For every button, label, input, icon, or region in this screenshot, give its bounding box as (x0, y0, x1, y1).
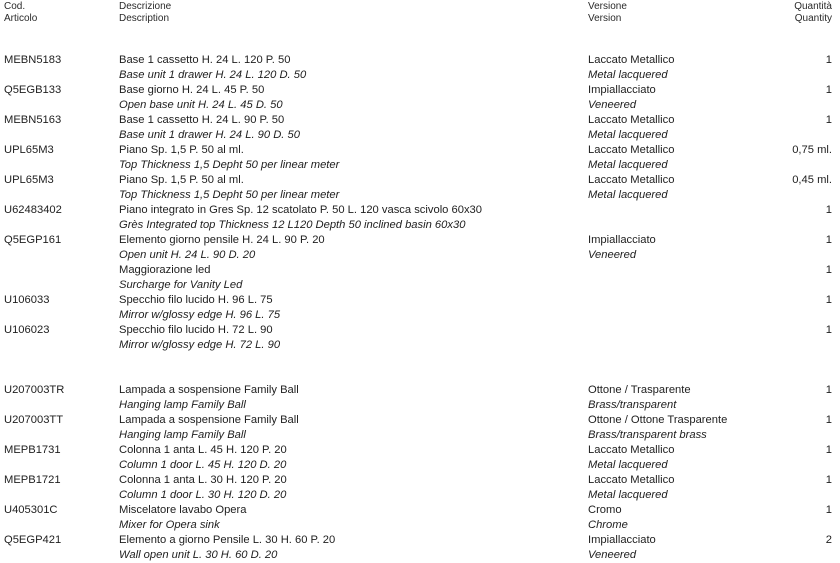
version-en: Brass/transparent (588, 399, 677, 411)
version-en: Metal lacquered (588, 69, 668, 81)
table-row (0, 503, 840, 533)
description-cell (119, 113, 300, 143)
quantity-text: 1 (825, 54, 832, 66)
quantity-cell (826, 473, 832, 488)
version-cell (588, 533, 656, 563)
quantity-text: 1 (825, 294, 832, 306)
description-cell (119, 323, 280, 353)
version-cell (588, 173, 674, 203)
article-code (4, 173, 54, 188)
version-it: Laccato Metallico (588, 144, 675, 156)
description-en: Hanging lamp Family Ball (119, 399, 246, 411)
description-en: Hanging lamp Family Ball (119, 429, 246, 441)
table-row (0, 323, 840, 353)
version-cell (588, 83, 656, 113)
version-it: Impiallacciato (588, 534, 656, 546)
quantity-cell (826, 53, 832, 68)
description-it: Piano Sp. 1,5 P. 50 al ml. (119, 174, 244, 186)
article-code (4, 533, 61, 548)
description-cell (119, 533, 335, 563)
article-code-text: U405301C (4, 504, 58, 516)
quantity-text: 1 (825, 384, 832, 396)
article-code-text: U207003TR (4, 384, 65, 396)
quantity-text: 0,45 ml. (792, 174, 832, 186)
table-row (0, 473, 840, 503)
description-en: Mirror w/glossy edge H. 96 L. 75 (119, 309, 281, 321)
article-code-text: Q5EGP421 (4, 534, 62, 546)
description-cell (119, 413, 299, 443)
table-row (0, 113, 840, 143)
table-row (0, 53, 840, 83)
version-en: Metal lacquered (588, 129, 668, 141)
article-code (4, 293, 49, 308)
description-it: Base 1 cassetto H. 24 L. 90 P. 50 (119, 114, 285, 126)
version-en: Metal lacquered (588, 489, 668, 501)
table-row (0, 143, 840, 173)
description-it: Colonna 1 anta L. 45 H. 120 P. 20 (119, 444, 287, 456)
description-en: Column 1 door L. 30 H. 120 D. 20 (119, 489, 287, 501)
quantity-cell (826, 503, 832, 518)
quantity-cell (826, 443, 832, 458)
description-it: Miscelatore lavabo Opera (119, 504, 247, 516)
version-en: Veneered (588, 549, 637, 561)
version-cell (588, 143, 674, 173)
description-en: Base unit 1 drawer H. 24 L. 90 D. 50 (119, 129, 300, 141)
description-cell (119, 203, 482, 233)
article-code (4, 383, 64, 398)
description-it: Colonna 1 anta L. 30 H. 120 P. 20 (119, 474, 287, 486)
article-code-text: U106023 (4, 324, 50, 336)
quantity-text: 1 (825, 234, 832, 246)
article-code-text: MEBN5163 (4, 114, 62, 126)
version-it: Ottone / Ottone Trasparente (588, 414, 728, 426)
version-it: Impiallacciato (588, 234, 656, 246)
description-en: Grès Integrated top Thickness 12 L120 Depth 50 inclined basin 60x30 (119, 219, 466, 231)
description-it: Elemento giorno pensile H. 24 L. 90 P. 20 (119, 234, 325, 246)
header-description-it: Descrizione (119, 1, 172, 12)
article-code-text: U207003TT (4, 414, 64, 426)
article-code-text: MEPB1721 (4, 474, 61, 486)
article-code-text: Q5EGP161 (4, 234, 62, 246)
article-code (4, 413, 63, 428)
header-description-en: Description (119, 13, 170, 24)
article-code (4, 203, 62, 218)
article-code-text: UPL65M3 (4, 144, 54, 156)
description-en: Open base unit H. 24 L. 45 D. 50 (119, 99, 283, 111)
quantity-text: 1 (825, 474, 832, 486)
description-it: Base 1 cassetto H. 24 L. 120 P. 50 (119, 54, 291, 66)
quantity-text: 1 (825, 444, 832, 456)
article-code-text: MEPB1731 (4, 444, 61, 456)
description-it: Lampada a sospensione Family Ball (119, 414, 299, 426)
version-it: Impiallacciato (588, 84, 656, 96)
description-en: Top Thickness 1,5 Depht 50 per linear meter (119, 159, 340, 171)
header-code-en: Articolo (4, 13, 38, 24)
article-code (4, 233, 61, 248)
version-en: Chrome (588, 519, 628, 531)
description-en: Open unit H. 24 L. 90 D. 20 (119, 249, 256, 261)
article-code (4, 113, 61, 128)
version-it: Ottone / Trasparente (588, 384, 691, 396)
quantity-cell (826, 233, 832, 248)
description-cell (119, 443, 287, 473)
article-code-text: Q5EGB133 (4, 84, 62, 96)
article-code (4, 53, 61, 68)
article-code (4, 443, 61, 458)
version-en: Veneered (588, 249, 637, 261)
description-it: Elemento a giorno Pensile L. 30 H. 60 P. 20 (119, 534, 336, 546)
version-cell (588, 443, 674, 473)
version-cell (588, 383, 691, 413)
version-it: Laccato Metallico (588, 114, 675, 126)
version-it: Cromo (588, 504, 622, 516)
table-row (0, 383, 840, 413)
version-en: Metal lacquered (588, 189, 668, 201)
description-cell (119, 143, 339, 173)
version-cell (588, 113, 674, 143)
table-row (0, 413, 840, 443)
description-cell (119, 383, 299, 413)
version-cell (588, 473, 674, 503)
table-row (0, 233, 840, 263)
table-row (0, 173, 840, 203)
description-cell (119, 173, 339, 203)
description-it: Piano integrato in Gres Sp. 12 scatolato P. 50 L. 120 vasca scivolo 60x30 (119, 204, 482, 216)
quantity-text: 0,75 ml. (792, 144, 832, 156)
table-row (0, 293, 840, 323)
quantity-text: 1 (825, 504, 832, 516)
version-it: Laccato Metallico (588, 54, 675, 66)
quantity-cell (826, 83, 832, 98)
version-en: Veneered (588, 99, 637, 111)
version-en: Brass/transparent brass (588, 429, 707, 441)
description-en: Top Thickness 1,5 Depht 50 per linear meter (119, 189, 340, 201)
table-row (0, 203, 840, 233)
version-cell (588, 413, 727, 443)
quantity-text: 1 (825, 204, 832, 216)
article-code (4, 323, 49, 338)
article-code-text: U62483402 (4, 204, 62, 216)
version-cell (588, 503, 628, 533)
description-en: Base unit 1 drawer H. 24 L. 120 D. 50 (119, 69, 307, 81)
description-cell (119, 233, 325, 263)
header-version-en: Version (588, 13, 622, 24)
version-it: Laccato Metallico (588, 474, 675, 486)
article-code-text: MEBN5183 (4, 54, 62, 66)
quantity-text: 1 (825, 414, 832, 426)
article-code (4, 143, 54, 158)
description-it: Piano Sp. 1,5 P. 50 al ml. (119, 144, 244, 156)
article-code-text: U106033 (4, 294, 50, 306)
description-it: Specchio filo lucido H. 96 L. 75 (119, 294, 273, 306)
description-it: Base giorno H. 24 L. 45 P. 50 (119, 84, 265, 96)
description-en: Surcharge for Vanity Led (119, 279, 243, 291)
description-it: Maggiorazione led (119, 264, 211, 276)
description-it: Lampada a sospensione Family Ball (119, 384, 299, 396)
quantity-cell (826, 293, 832, 308)
quantity-text: 1 (825, 324, 832, 336)
description-cell (119, 503, 246, 533)
quantity-cell (792, 173, 832, 188)
description-it: Specchio filo lucido H. 72 L. 90 (119, 324, 273, 336)
version-cell (588, 53, 674, 83)
article-code (4, 473, 61, 488)
article-code-text: UPL65M3 (4, 174, 54, 186)
header-code-it: Cod. (4, 1, 26, 12)
quantity-cell (826, 533, 832, 548)
description-cell (119, 293, 280, 323)
header-quantity-it: Quantità (794, 1, 832, 12)
version-en: Metal lacquered (588, 159, 668, 171)
quantity-text: 1 (825, 264, 832, 276)
table-row (0, 83, 840, 113)
version-it: Laccato Metallico (588, 174, 675, 186)
quantity-cell (826, 203, 832, 218)
header-quantity-en: Quantity (794, 13, 832, 24)
quantity-text: 2 (825, 534, 832, 546)
quantity-cell (826, 263, 832, 278)
quantity-text: 1 (825, 84, 832, 96)
version-en: Metal lacquered (588, 459, 668, 471)
description-cell (119, 83, 283, 113)
version-it: Laccato Metallico (588, 444, 675, 456)
article-code (4, 83, 61, 98)
quantity-text: 1 (825, 114, 832, 126)
description-en: Mixer for Opera sink (119, 519, 220, 531)
quantity-cell (826, 413, 832, 428)
description-cell (119, 263, 242, 293)
quantity-cell (826, 113, 832, 128)
description-en: Mirror w/glossy edge H. 72 L. 90 (119, 339, 281, 351)
version-cell (588, 233, 656, 263)
description-cell (119, 473, 287, 503)
quantity-cell (826, 323, 832, 338)
description-cell (119, 53, 306, 83)
quantity-cell (826, 383, 832, 398)
table-row (0, 443, 840, 473)
description-en: Wall open unit L. 30 H. 60 D. 20 (119, 549, 278, 561)
table-row (0, 533, 840, 563)
article-code (4, 503, 58, 518)
table-row (0, 263, 840, 293)
quantity-cell (792, 143, 832, 158)
description-en: Column 1 door L. 45 H. 120 D. 20 (119, 459, 287, 471)
header-version-it: Versione (588, 1, 627, 12)
